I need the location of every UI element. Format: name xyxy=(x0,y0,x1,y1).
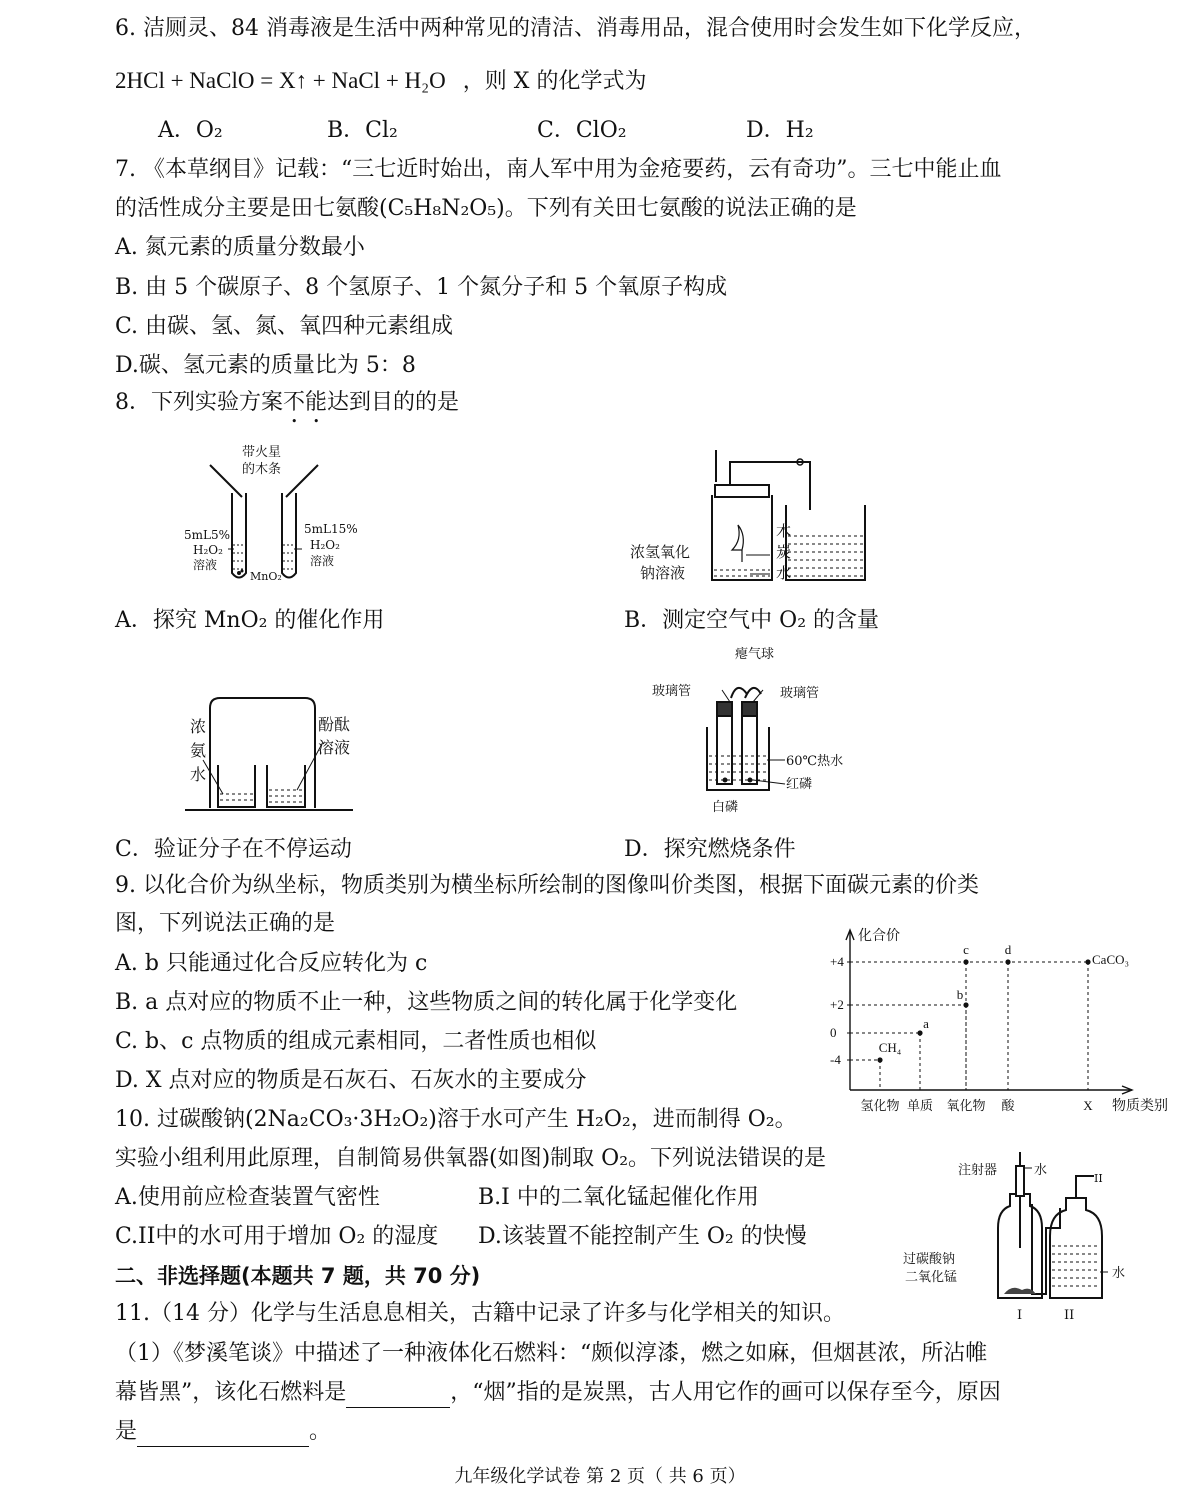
q10-fig-label-water-top: 水 xyxy=(1034,1163,1048,1178)
q9-option-d: D. X 点对应的物质是石灰石、石灰水的主要成分 xyxy=(115,1068,587,1093)
section-heading: 二、非选择题(本题共 7 题，共 70 分) xyxy=(115,1264,481,1288)
q11-part1-line3 xyxy=(115,1417,331,1447)
q9-stem-1: 9. 以化合价为纵坐标，物质类别为横坐标所绘制的图像叫价类图，根据下面碳元素的价类 xyxy=(115,873,979,898)
q10-fig-label-ii: II xyxy=(1064,1308,1075,1323)
chart-ytick-label: +2 xyxy=(830,997,844,1012)
q11-part1-line2-b: ，“烟”指的是炭黑，古人用它作的画可以保存至今，原因 xyxy=(450,1380,1001,1405)
fig-a-label-left2: H₂O₂ xyxy=(193,543,223,557)
q7-stem-2: 的活性成分主要是田七氨酸(C₅H₈N₂O₅)。下列有关田七氨酸的说法正确的是 xyxy=(115,196,857,221)
chart-point xyxy=(963,959,968,964)
chart-point xyxy=(1085,959,1090,964)
chart-point xyxy=(877,1057,882,1062)
figure-d-combustion-apparatus xyxy=(695,672,855,807)
fig-c-label-left-1: 浓 xyxy=(190,717,207,736)
chart-xtick-label: 单质 xyxy=(906,1099,934,1114)
q6-option-a: A．O₂ xyxy=(158,118,223,143)
q10-option-d: D.该装置不能控制产生 O₂ 的快慢 xyxy=(478,1224,807,1249)
fig-a-label-left1: 5mL5% xyxy=(184,528,231,542)
q8-caption-a: A．探究 MnO₂ 的催化作用 xyxy=(115,608,385,633)
chart-xtick-label: 氢化物 xyxy=(860,1099,900,1114)
q9-option-b: B. a 点对应的物质不止一种，这些物质之间的转化属于化学变化 xyxy=(115,990,738,1015)
q10-option-b: B.I 中的二氧化锰起催化作用 xyxy=(478,1185,759,1210)
q8-stem-emphasis: 不能 xyxy=(283,390,328,415)
q11-part1-line2-a: 幕皆黑”，该化石燃料是 xyxy=(115,1380,347,1405)
q10-fig-label-left2: 二氧化锰 xyxy=(905,1270,958,1285)
q10-option-a: A.使用前应检查装置气密性 xyxy=(115,1185,380,1210)
fig-a-label-right2: H₂O₂ xyxy=(310,538,340,552)
q9-stem-2: 图，下列说法正确的是 xyxy=(115,911,336,936)
chart-point-label: d xyxy=(1004,942,1012,957)
fig-d-label-left: 玻璃管 xyxy=(652,684,692,699)
chart-xtick-label: 酸 xyxy=(1001,1099,1015,1114)
q11-part1-line2 xyxy=(115,1378,1001,1408)
q10-stem-2: 实验小组利用此原理，自制简易供氧器(如图)制取 O₂。下列说法错误的是 xyxy=(115,1146,827,1171)
fig-b-label-r3: 水 xyxy=(776,564,792,582)
q8-caption-d: D．探究燃烧条件 xyxy=(624,837,796,862)
fig-d-label-top: 瘪气球 xyxy=(735,647,775,662)
fig-d-label-white: 白磷 xyxy=(712,800,739,815)
fig-a-label-right1: 5mL15% xyxy=(304,522,358,536)
q10-fig-label-left1: 过碳酸钠 xyxy=(903,1252,956,1267)
q8-caption-b: B．测定空气中 O₂ 的含量 xyxy=(624,608,880,633)
fig-b-label-r1: 木 xyxy=(776,522,792,540)
chart-ytick-label: -4 xyxy=(830,1052,841,1067)
q10-fig-label-water: 水 xyxy=(1112,1266,1126,1281)
answer-blank-fuel[interactable] xyxy=(346,1383,450,1408)
q11-part1-line3-b: 。 xyxy=(309,1419,332,1444)
q8-stem-pre: 8．下列实验方案 xyxy=(115,390,283,415)
q8-stem xyxy=(115,388,459,428)
chart-ytick-label: +4 xyxy=(830,954,844,969)
fig-a-label-mno2: MnO₂ xyxy=(250,570,282,583)
q10-option-c: C.II中的水可用于增加 O₂ 的湿度 xyxy=(115,1224,439,1249)
fig-a-label-right3: 溶液 xyxy=(310,554,335,568)
chart-point-label: CaCO₃ xyxy=(1092,952,1130,967)
fig-c-label-left-3: 水 xyxy=(190,765,207,784)
q9-option-a: A. b 只能通过化合反应转化为 c xyxy=(115,951,428,976)
chart-xlabel: 物质类别 xyxy=(1112,1098,1168,1114)
chart-point-label: b xyxy=(956,987,964,1002)
chart-point-label: a xyxy=(923,1016,929,1031)
q7-option-a: A. 氮元素的质量分数最小 xyxy=(115,235,365,260)
q6-option-b: B．Cl₂ xyxy=(327,118,398,143)
q9-option-c: C. b、c 点物质的组成元素相同，二者性质也相似 xyxy=(115,1029,597,1054)
fig-c-label-left-2: 氨 xyxy=(190,741,207,760)
q6-equation-text: 2HCl + NaClO = X↑ + NaCl + H₂O xyxy=(115,68,446,93)
chart-ytick-label: 0 xyxy=(830,1025,837,1040)
q6-option-d: D．H₂ xyxy=(746,118,814,143)
q6-option-c: C．ClO₂ xyxy=(537,118,627,143)
chart-point-label: c xyxy=(963,942,969,957)
fig-a-label-top2: 的木条 xyxy=(242,462,282,477)
fig-a-label-left3: 溶液 xyxy=(193,558,218,572)
q10-stem-1: 10. 过碳酸钠(2Na₂CO₃·3H₂O₂)溶于水可产生 H₂O₂，进而制得 O₂。 xyxy=(115,1107,797,1132)
q11-stem: 11.（14 分）化学与生活息息相关，古籍中记录了许多与化学相关的知识。 xyxy=(115,1301,845,1326)
q10-fig-label-syringe: 注射器 xyxy=(958,1163,998,1178)
fig-d-label-water: 60℃热水 xyxy=(786,754,844,769)
q11-part1-line3-a: 是 xyxy=(115,1419,138,1444)
fig-c-label-right1: 酚酞 xyxy=(318,715,351,734)
fig-d-label-red: 红磷 xyxy=(786,777,813,792)
q7-stem-1: 7. 《本草纲目》记载：“三七近时始出，南人军中用为金疮要药，云有奇功”。三七中能止血 xyxy=(115,157,1002,182)
q7-option-c: C. 由碳、氢、氮、氧四种元素组成 xyxy=(115,314,454,339)
chart-point xyxy=(963,1002,968,1007)
chart-point-label: CH₄ xyxy=(878,1040,902,1055)
chart-ylabel: 化合价 xyxy=(858,928,900,944)
fig-b-label-left1: 浓氢氧化 xyxy=(630,543,691,561)
q7-option-b: B. 由 5 个碳原子、8 个氢原子、1 个氮分子和 5 个氧原子构成 xyxy=(115,275,728,300)
chart-xtick-label: X xyxy=(1083,1098,1093,1113)
q6-ask: ，则 X 的化学式为 xyxy=(462,69,647,94)
q10-fig-label-i: I xyxy=(1017,1308,1023,1323)
fig-b-label-r2: 炭 xyxy=(776,543,792,561)
chart-point xyxy=(917,1030,922,1035)
valence-class-chart xyxy=(820,920,1180,1120)
q10-fig-label-num2: II xyxy=(1094,1172,1103,1185)
q6-stem: 6. 洁厕灵、84 消毒液是生活中两种常见的清洁、消毒用品，混合使用时会发生如下化学反应， xyxy=(115,16,1036,41)
answer-blank-reason[interactable] xyxy=(137,1422,309,1447)
fig-d-label-right: 玻璃管 xyxy=(780,686,820,701)
q11-part1-line1: （1）《梦溪笔谈》中描述了一种液体化石燃料：“颇似淳漆，燃之如麻，但烟甚浓，所沾帷 xyxy=(115,1341,988,1366)
q6-equation xyxy=(115,66,646,97)
fig-a-label-top: 带火星 xyxy=(242,445,282,460)
page-footer: 九年级化学试卷 第 2 页（ 共 6 页） xyxy=(454,1466,746,1487)
fig-b-label-left2: 钠溶液 xyxy=(640,564,686,582)
chart-point xyxy=(1005,959,1010,964)
chart-xtick-label: 氧化物 xyxy=(946,1099,986,1114)
q8-stem-post: 达到目的的是 xyxy=(327,390,460,415)
q8-caption-c: C．验证分子在不停运动 xyxy=(115,837,352,862)
fig-c-label-right2: 溶液 xyxy=(318,738,351,757)
q7-option-d: D.碳、氢元素的质量比为 5：8 xyxy=(115,353,416,378)
